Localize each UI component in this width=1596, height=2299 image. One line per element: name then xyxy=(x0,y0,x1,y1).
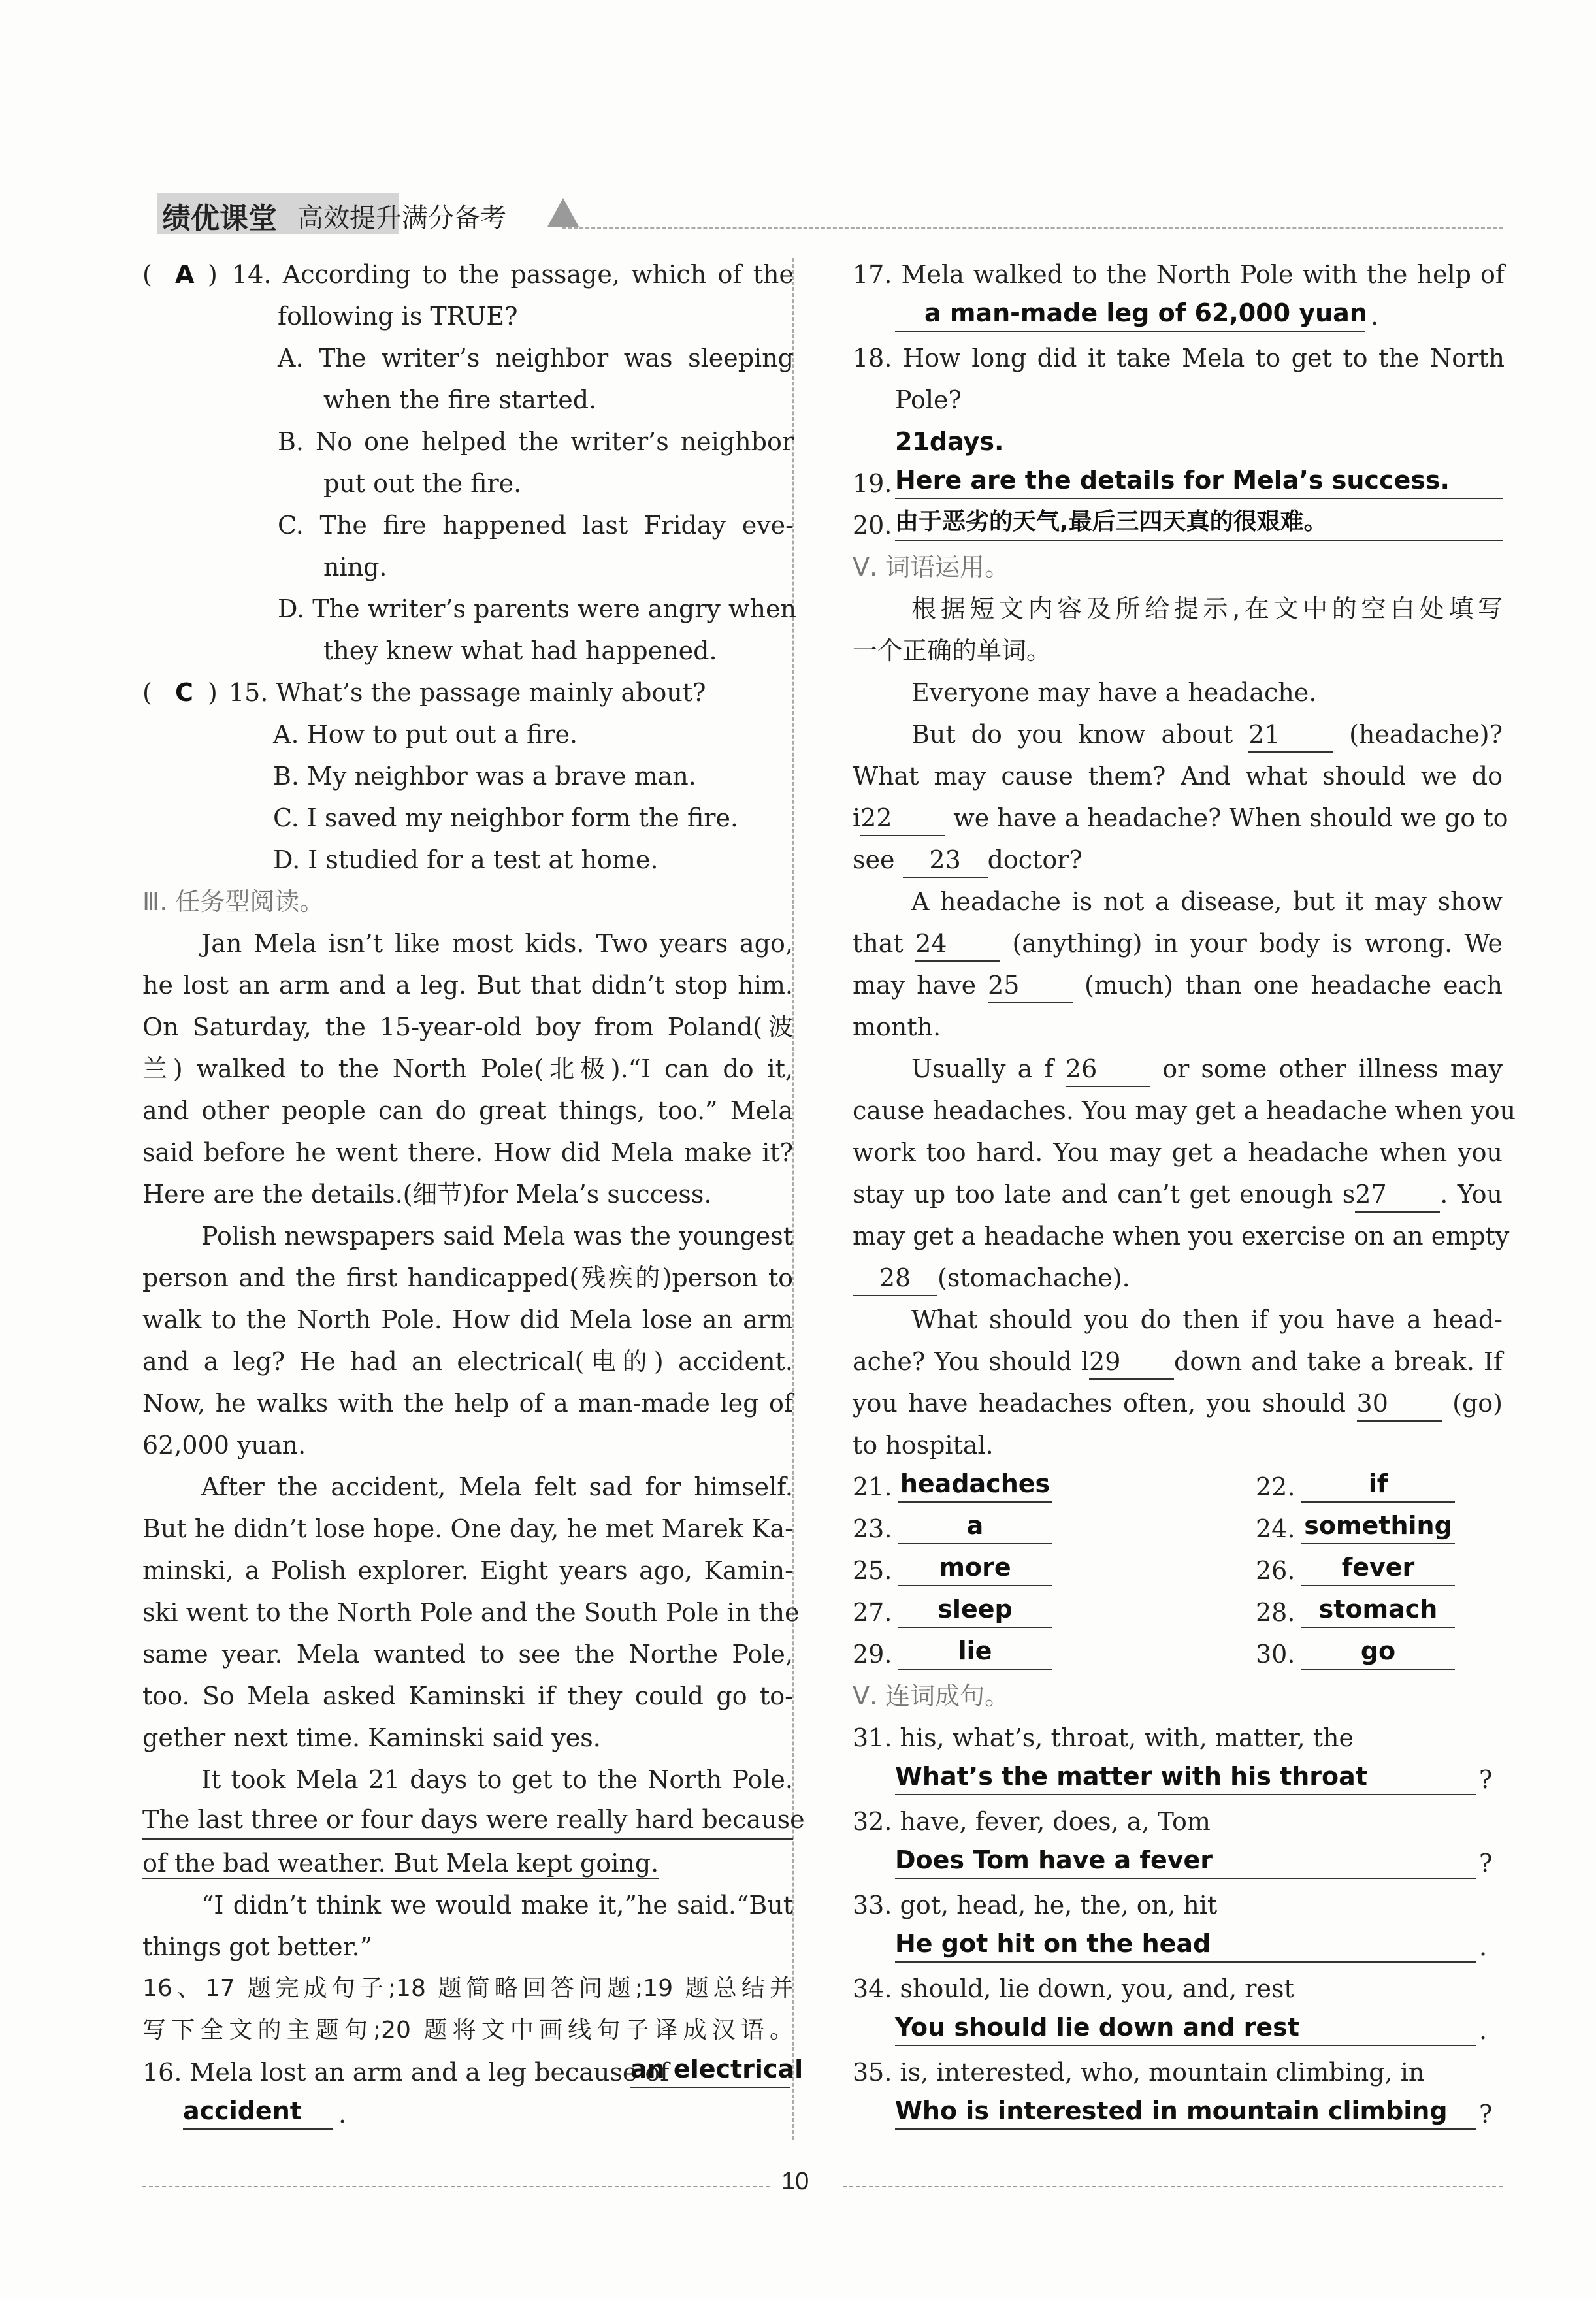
passage-line: ski went to the North Pole and the South Pole in the xyxy=(142,1598,800,1627)
answer-num: 30. xyxy=(1256,1640,1295,1669)
cloze-text: that xyxy=(853,929,904,958)
underlined-segment: of the bad weather. But Mela kept going. xyxy=(142,1849,659,1878)
cloze-line xyxy=(911,1048,1503,1090)
cloze-line xyxy=(853,1382,1503,1424)
blank-26: 26 xyxy=(1066,1052,1150,1087)
cloze-text: we have a headache? When should we go to xyxy=(953,804,1508,832)
cloze-text: down and take a break. If xyxy=(1174,1347,1503,1376)
answer-value: a xyxy=(898,1508,1052,1544)
header-slogan: 高效提升满分备考 xyxy=(297,203,506,233)
cloze-line: to hospital. xyxy=(853,1431,994,1459)
sentence-end: ? xyxy=(1479,1849,1493,1878)
passage-line: “I didn’t think we would make it,”he said.“But xyxy=(201,1891,793,1919)
blank-21: 21 xyxy=(1248,717,1333,753)
cloze-line xyxy=(911,713,1503,755)
q14-answer: A xyxy=(175,260,195,289)
cloze-line: work too hard. You may get a headache when you xyxy=(853,1138,1503,1167)
cloze-text: (headache)? xyxy=(1349,720,1503,749)
blank-28: 28 xyxy=(853,1261,937,1296)
answer-num: 24. xyxy=(1256,1514,1295,1543)
q18-answer: 21days. xyxy=(895,427,1004,456)
page-number: 10 xyxy=(781,2168,809,2195)
passage-line: After the accident, Mela felt sad for himself. xyxy=(201,1473,793,1501)
passage-line: Here are the details.(细节)for Mela’s success. xyxy=(142,1180,712,1209)
q14-option-c: C. The fire happened last Friday eve- xyxy=(278,511,794,540)
answer-num: 27. xyxy=(853,1598,892,1627)
q16-stem: 16. Mela lost an arm and a leg because of xyxy=(142,2058,670,2087)
cloze-line: month. xyxy=(853,1013,941,1041)
q14-stem: 14. According to the passage, which of the xyxy=(232,260,794,289)
blank-27: 27 xyxy=(1355,1177,1440,1213)
sentence-answer: Does Tom have a fever xyxy=(895,1842,1476,1879)
q14-paren-close: ) xyxy=(208,260,218,289)
passage-line: minski, a Polish explorer. Eight years ago, Kamin- xyxy=(142,1556,793,1585)
sentence-answer: What’s the matter with his throat xyxy=(895,1759,1476,1795)
cloze-line: A headache is not a disease, but it may show xyxy=(911,887,1503,916)
q16-end: . xyxy=(338,2100,347,2128)
section-5b-title: Ⅴ. 连词成句。 xyxy=(853,1682,1010,1710)
q20-answer: 由于恶劣的天气,最后三四天真的很艰难。 xyxy=(895,504,1503,541)
cloze-text: i xyxy=(853,804,861,832)
section-3-title: Ⅲ. 任务型阅读。 xyxy=(142,887,325,916)
header-brand: 绩优课堂 xyxy=(162,202,277,235)
q14-option-a: A. The writer’s neighbor was sleeping xyxy=(278,344,794,372)
sentence-prompt: 33. got, head, he, the, on, hit xyxy=(853,1891,1218,1919)
cloze-line xyxy=(853,839,1083,881)
cloze-text: doctor? xyxy=(987,845,1083,874)
answer-value: if xyxy=(1301,1466,1455,1503)
sentence-prompt: 31. his, what’s, throat, with, matter, the xyxy=(853,1723,1354,1752)
cloze-line xyxy=(853,964,1503,1006)
answer-num: 21. xyxy=(853,1473,892,1501)
header-divider xyxy=(562,227,1503,229)
answer-num: 22. xyxy=(1256,1473,1295,1501)
passage-line: 兰) walked to the North Pole(北极).“I can do it, xyxy=(142,1054,793,1083)
sentence-prompt: 34. should, lie down, you, and, rest xyxy=(853,1974,1294,2003)
cloze-line xyxy=(853,797,1508,839)
blank-30: 30 xyxy=(1357,1386,1442,1422)
passage-line-underlined: The last three or four days were really hard because xyxy=(142,1801,793,1840)
cloze-line: What should you do then if you have a head- xyxy=(911,1305,1503,1334)
instruction-line: 写下全文的主题句;20 题将文中画线句子译成汉语。 xyxy=(142,2017,793,2044)
sentence-end: . xyxy=(1479,1932,1488,1961)
q14-stem-2: following is TRUE? xyxy=(278,302,518,331)
section-5-intro-2: 一个正确的单词。 xyxy=(853,636,1052,665)
blank-22: 22 xyxy=(860,801,945,836)
sentence-answer: He got hit on the head xyxy=(895,1926,1476,1963)
cloze-text: (stomachache). xyxy=(937,1264,1130,1292)
answer-num: 23. xyxy=(853,1514,892,1543)
q15-option-d: D. I studied for a test at home. xyxy=(273,845,659,874)
q17-stem: 17. Mela walked to the North Pole with the help of xyxy=(853,260,1505,289)
answer-value: more xyxy=(898,1550,1052,1586)
q14-option-b-2: put out the fire. xyxy=(323,469,522,498)
answer-num: 25. xyxy=(853,1556,892,1585)
cloze-text: (go) xyxy=(1452,1389,1503,1418)
blank-24: 24 xyxy=(915,926,1000,962)
cloze-text: stay up too late and can’t get enough s xyxy=(853,1180,1356,1209)
cloze-text: Usually a f xyxy=(911,1054,1054,1083)
q14-option-d: D. The writer’s parents were angry when xyxy=(278,595,796,623)
q19-num: 19. xyxy=(853,469,892,498)
passage-line: It took Mela 21 days to get to the North Pole. xyxy=(201,1765,793,1794)
passage-line: gether next time. Kaminski said yes. xyxy=(142,1723,601,1752)
q14-option-b: B. No one helped the writer’s neighbor xyxy=(278,427,794,456)
instruction-line: 16、17 题完成句子;18 题简略回答问题;19 题总结并 xyxy=(142,1975,793,2002)
cloze-line: cause headaches. You may get a headache when you xyxy=(853,1096,1516,1125)
sentence-prompt: 32. have, fever, does, a, Tom xyxy=(853,1807,1211,1836)
sentence-answer: You should lie down and rest xyxy=(895,2010,1476,2046)
q15-paren-open: ( xyxy=(142,678,152,707)
section-5-intro: 根据短文内容及所给提示,在文中的空白处填写 xyxy=(911,595,1503,623)
passage-line: Polish newspapers said Mela was the youngest xyxy=(201,1222,793,1250)
q16-answer-line-1: an electrical xyxy=(630,2051,790,2088)
q18-stem-2: Pole? xyxy=(895,385,962,414)
footer-divider-left xyxy=(142,2186,770,2187)
passage-line: Now, he walks with the help of a man-made leg of xyxy=(142,1389,793,1418)
q16-answer-line-2: accident xyxy=(183,2093,333,2130)
passage-line: Jan Mela isn’t like most kids. Two years ago, xyxy=(201,929,793,958)
cloze-text: . You xyxy=(1440,1180,1503,1209)
cloze-text: or some other illness may xyxy=(1162,1054,1503,1083)
q14-option-c-2: ning. xyxy=(323,553,387,581)
answer-value: lie xyxy=(898,1633,1052,1670)
answer-value: sleep xyxy=(898,1591,1052,1628)
cloze-line xyxy=(853,1341,1503,1382)
answer-value: something xyxy=(1301,1508,1455,1544)
cloze-text: (much) than one headache each xyxy=(1084,971,1503,1000)
q20-num: 20. xyxy=(853,511,892,540)
cloze-line: may get a headache when you exercise on an empty xyxy=(853,1222,1510,1250)
answer-value: fever xyxy=(1301,1550,1455,1586)
cloze-text: you have headaches often, you should xyxy=(853,1389,1346,1418)
passage-line: same year. Mela wanted to see the Northe Pole, xyxy=(142,1640,793,1669)
cloze-line xyxy=(853,1257,1130,1299)
answer-value: go xyxy=(1301,1633,1455,1670)
passage-line: and a leg? He had an electrical(电的) accident. xyxy=(142,1347,793,1376)
blank-29: 29 xyxy=(1089,1345,1174,1380)
passage-line: person and the first handicapped(残疾的)person to xyxy=(142,1264,793,1292)
answer-num: 26. xyxy=(1256,1556,1295,1585)
passage-line: 62,000 yuan. xyxy=(142,1431,306,1459)
q19-answer: Here are the details for Mela’s success. xyxy=(895,463,1503,499)
cloze-line: What may cause them? And what should we do xyxy=(853,762,1503,791)
sentence-end: ? xyxy=(1479,1765,1493,1794)
q18-stem: 18. How long did it take Mela to get to the North xyxy=(853,344,1505,372)
q15-paren-close: ) xyxy=(208,678,218,707)
header-triangle-icon xyxy=(547,198,579,227)
passage-line: things got better.” xyxy=(142,1932,373,1961)
q15-option-b: B. My neighbor was a brave man. xyxy=(273,762,696,791)
sentence-end: ? xyxy=(1479,2100,1493,2128)
answer-value: stomach xyxy=(1301,1591,1455,1628)
cloze-line: Everyone may have a headache. xyxy=(911,678,1317,707)
q17-end: . xyxy=(1371,302,1379,331)
passage-line: On Saturday, the 15-year-old boy from Poland(波 xyxy=(142,1013,793,1041)
q15-option-c: C. I saved my neighbor form the fire. xyxy=(273,804,739,832)
q17-answer: a man-made leg of 62,000 yuan xyxy=(895,295,1365,332)
passage-line: But he didn’t lose hope. One day, he met Marek Ka- xyxy=(142,1514,793,1543)
passage-line: too. So Mela asked Kaminski if they could go to- xyxy=(142,1682,793,1710)
sentence-answer: Who is interested in mountain climbing xyxy=(895,2093,1476,2130)
passage-line: and other people can do great things, too.” Mela xyxy=(142,1096,793,1125)
cloze-text: ache? You should l xyxy=(853,1347,1090,1376)
cloze-text: see xyxy=(853,845,895,874)
blank-23: 23 xyxy=(903,843,988,878)
q14-option-a-2: when the fire started. xyxy=(323,385,597,414)
cloze-text: (anything) in your body is wrong. We xyxy=(1012,929,1503,958)
q14-option-d-2: they knew what had happened. xyxy=(323,636,717,665)
q15-stem: 15. What’s the passage mainly about? xyxy=(229,678,706,707)
answer-num: 29. xyxy=(853,1640,892,1669)
passage-line: walk to the North Pole. How did Mela lose an arm xyxy=(142,1305,793,1334)
q15-option-a: A. How to put out a fire. xyxy=(273,720,578,749)
cloze-text: But do you know about xyxy=(911,720,1233,749)
sentence-end: . xyxy=(1479,2016,1488,2045)
answer-value: headaches xyxy=(898,1466,1052,1503)
blank-25: 25 xyxy=(988,968,1073,1003)
q14-paren-open: ( xyxy=(142,260,152,289)
footer-divider-right xyxy=(843,2186,1503,2187)
cloze-line xyxy=(853,922,1503,964)
passage-line: said before he went there. How did Mela make it? xyxy=(142,1138,793,1167)
cloze-line xyxy=(853,1173,1503,1215)
sentence-prompt: 35. is, interested, who, mountain climbing, in xyxy=(853,2058,1425,2087)
passage-line: he lost an arm and a leg. But that didn’t stop him. xyxy=(142,971,793,1000)
answer-num: 28. xyxy=(1256,1598,1295,1627)
passage-line-partial-underline xyxy=(142,1842,659,1884)
cloze-text: may have xyxy=(853,971,977,1000)
q15-answer: C xyxy=(175,678,193,707)
section-5-title: Ⅴ. 词语运用。 xyxy=(853,553,1010,581)
